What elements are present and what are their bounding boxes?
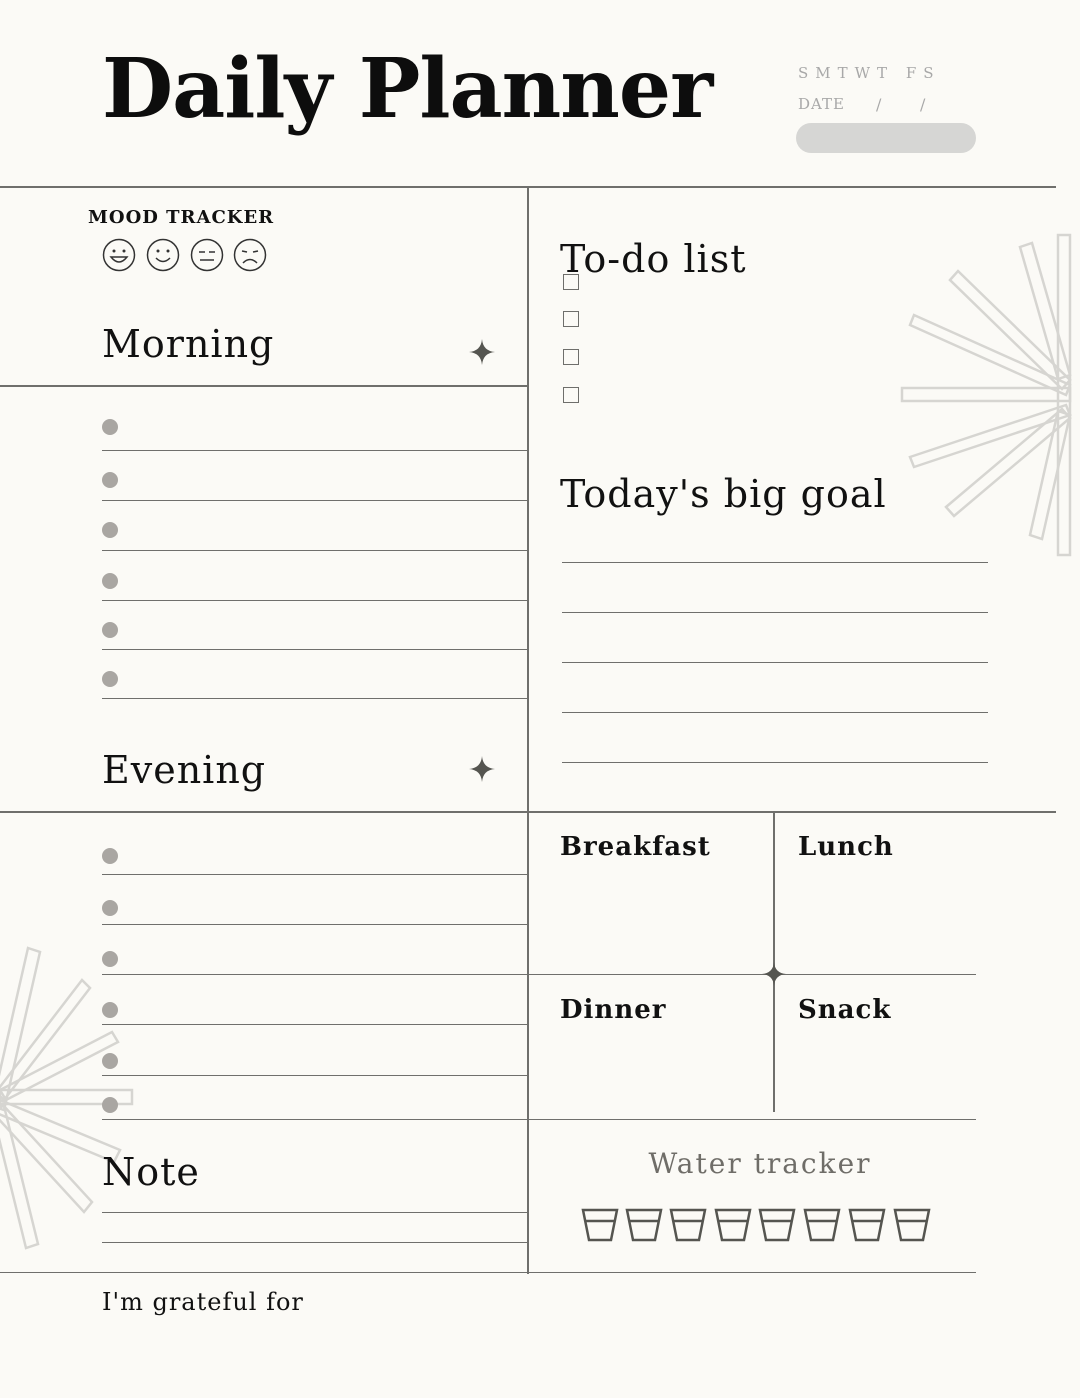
bullet-dot [102,573,118,589]
sparkle-icon [762,962,786,986]
morning-line[interactable] [102,600,528,601]
evening-line[interactable] [102,874,528,875]
bullet-dot [102,848,118,864]
morning-heading: Morning [102,322,275,366]
morning-line[interactable] [102,698,528,699]
water-cup-icon[interactable] [848,1208,886,1242]
bullet-dot [102,472,118,488]
bullet-dot [102,900,118,916]
water-cup-icon[interactable] [803,1208,841,1242]
bullet-dot [102,419,118,435]
evening-heading: Evening [102,748,267,792]
morning-line[interactable] [102,649,528,650]
smile-face-icon[interactable] [146,238,180,272]
todo-checkbox[interactable] [563,349,579,365]
bullet-dot [102,622,118,638]
mood-tracker-label: MOOD TRACKER [88,207,275,228]
bullet-dot [102,522,118,538]
meals-divider [529,1119,976,1120]
todo-checkbox[interactable] [563,387,579,403]
todo-checkbox[interactable] [563,311,579,327]
note-line[interactable] [102,1212,528,1213]
sparkle-icon [469,339,495,365]
morning-line[interactable] [102,550,528,551]
bullet-dot [102,1002,118,1018]
goal-line[interactable] [562,612,988,613]
meals-divider [529,974,976,975]
weekday-selector[interactable]: SMTWT FS [798,64,941,82]
water-cup-icon[interactable] [893,1208,931,1242]
evening-line[interactable] [102,924,528,925]
evening-line[interactable] [102,1024,528,1025]
goal-line[interactable] [562,712,988,713]
bullet-dot [102,1097,118,1113]
dinner-label: Dinner [560,995,667,1025]
big-goal-heading: Today's big goal [560,472,887,516]
sad-face-icon[interactable] [233,238,267,272]
grin-face-icon[interactable] [102,238,136,272]
bullet-dot [102,671,118,687]
snack-label: Snack [798,995,892,1025]
bullet-dot [102,951,118,967]
note-heading: Note [102,1150,200,1194]
water-cup-icon[interactable] [669,1208,707,1242]
divider [0,1272,976,1273]
water-cup-icon[interactable] [758,1208,796,1242]
todo-heading: To-do list [560,237,747,281]
goal-line[interactable] [562,562,988,563]
divider [0,385,529,387]
sparkle-icon [469,756,495,782]
date-input[interactable] [796,123,976,153]
lunch-label: Lunch [798,832,894,862]
date-label: DATE [798,95,845,113]
todo-checkbox[interactable] [563,274,579,290]
evening-line[interactable] [102,1075,528,1076]
goal-line[interactable] [562,662,988,663]
page-title: Daily Planner [102,41,713,137]
column-divider [527,187,529,1274]
grateful-label: I'm grateful for [102,1288,304,1316]
date-separator: / [920,95,926,114]
water-cup-icon[interactable] [625,1208,663,1242]
evening-line[interactable] [102,1119,528,1120]
water-cup-icon[interactable] [581,1208,619,1242]
neutral-face-icon[interactable] [190,238,224,272]
burst-decoration-top-right [880,225,1080,565]
goal-line[interactable] [562,762,988,763]
evening-line[interactable] [102,974,528,975]
note-line[interactable] [102,1242,528,1243]
water-tracker-title: Water tracker [648,1147,872,1180]
divider [0,811,1056,813]
morning-line[interactable] [102,450,528,451]
bullet-dot [102,1053,118,1069]
morning-line[interactable] [102,500,528,501]
breakfast-label: Breakfast [560,832,711,862]
water-cup-icon[interactable] [714,1208,752,1242]
date-separator: / [876,95,882,114]
